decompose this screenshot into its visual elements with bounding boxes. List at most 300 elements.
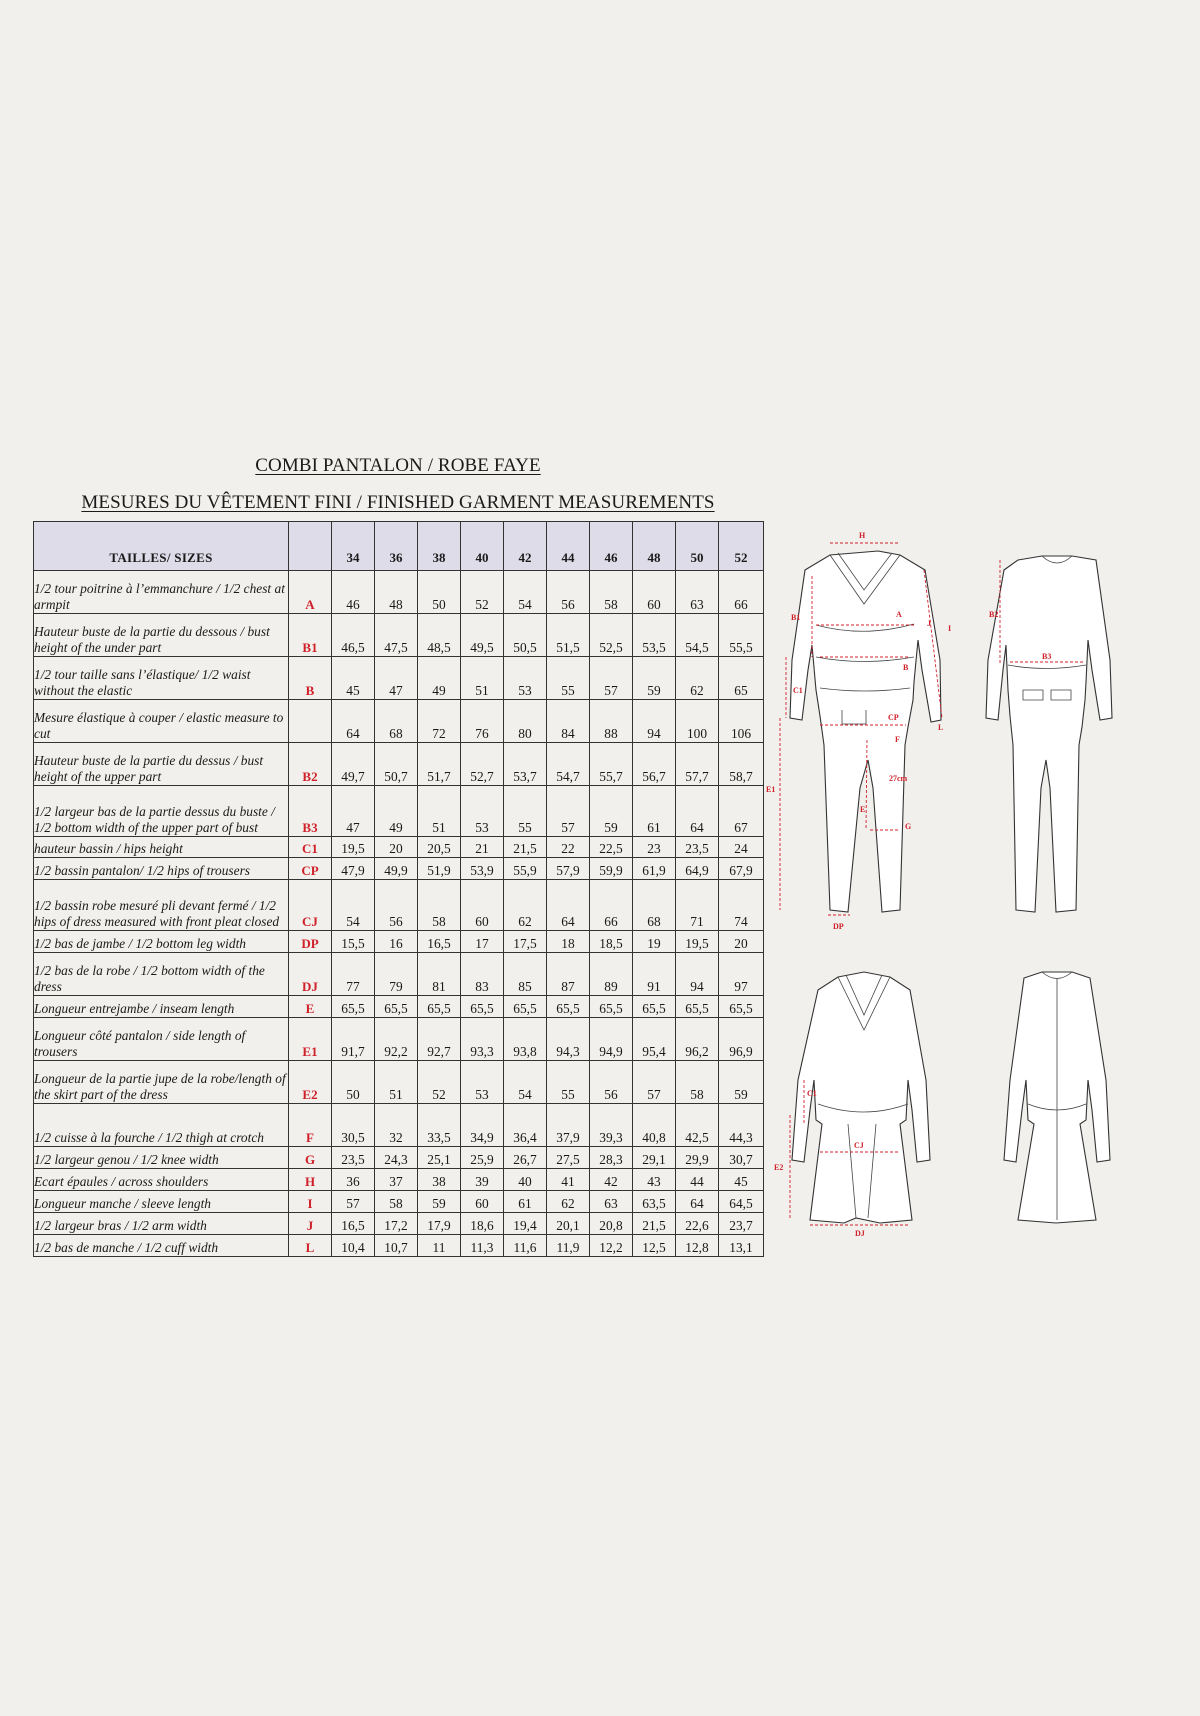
label-e1: E1 bbox=[766, 785, 776, 794]
measurement-value: 65,5 bbox=[332, 996, 375, 1018]
table-row bbox=[34, 1235, 764, 1257]
measurement-value: 59 bbox=[633, 657, 676, 700]
table-row bbox=[34, 657, 764, 700]
measurement-value: 40 bbox=[504, 1169, 547, 1191]
measurement-value: 74 bbox=[719, 880, 764, 931]
measurement-value: 67,9 bbox=[719, 858, 764, 880]
measurement-value: 67 bbox=[719, 786, 764, 837]
measurement-value: 25,1 bbox=[418, 1147, 461, 1169]
measurement-value: 50,5 bbox=[504, 614, 547, 657]
measurement-value: 11 bbox=[418, 1235, 461, 1257]
measurement-value: 52,5 bbox=[590, 614, 633, 657]
measurement-label: 1/2 bas de la robe / 1/2 bottom width of the dress bbox=[34, 953, 289, 996]
size-header-36: 36 bbox=[375, 522, 418, 571]
label-i: I bbox=[948, 624, 952, 633]
measurement-value: 21,5 bbox=[633, 1213, 676, 1235]
measurement-value: 63 bbox=[676, 571, 719, 614]
measurement-value: 65,5 bbox=[633, 996, 676, 1018]
measurement-value: 79 bbox=[375, 953, 418, 996]
measurement-value: 94 bbox=[633, 700, 676, 743]
measurement-value: 51,7 bbox=[418, 743, 461, 786]
measurement-value: 33,5 bbox=[418, 1104, 461, 1147]
measurement-value: 61 bbox=[504, 1191, 547, 1213]
measurement-value: 47 bbox=[375, 657, 418, 700]
measurement-value: 18,5 bbox=[590, 931, 633, 953]
measurement-value: 91,7 bbox=[332, 1018, 375, 1061]
measurement-value: 60 bbox=[461, 1191, 504, 1213]
measurement-code: CJ bbox=[289, 880, 332, 931]
technical-flats bbox=[760, 520, 1200, 1240]
table-row bbox=[34, 1018, 764, 1061]
measurement-value: 80 bbox=[504, 700, 547, 743]
measurement-value: 40,8 bbox=[633, 1104, 676, 1147]
measurement-code: E2 bbox=[289, 1061, 332, 1104]
measurement-value: 32 bbox=[375, 1104, 418, 1147]
measurement-value: 30,5 bbox=[332, 1104, 375, 1147]
measurement-value: 55 bbox=[547, 1061, 590, 1104]
table-row bbox=[34, 1191, 764, 1213]
measurement-value: 52 bbox=[461, 571, 504, 614]
measurement-value: 93,3 bbox=[461, 1018, 504, 1061]
measurement-value: 47 bbox=[332, 786, 375, 837]
measurement-value: 57 bbox=[633, 1061, 676, 1104]
measurement-value: 57,9 bbox=[547, 858, 590, 880]
measurement-value: 20 bbox=[375, 837, 418, 858]
measurement-value: 54 bbox=[332, 880, 375, 931]
table-row bbox=[34, 614, 764, 657]
label-l: L bbox=[938, 723, 944, 732]
size-header-48: 48 bbox=[633, 522, 676, 571]
measurement-value: 20,5 bbox=[418, 837, 461, 858]
table-row bbox=[34, 1104, 764, 1147]
measurement-code: E bbox=[289, 996, 332, 1018]
measurement-value: 53,9 bbox=[461, 858, 504, 880]
measurement-code bbox=[289, 700, 332, 743]
measurement-value: 51,9 bbox=[418, 858, 461, 880]
measurement-value: 58,7 bbox=[719, 743, 764, 786]
size-header-42: 42 bbox=[504, 522, 547, 571]
measurement-value: 10,4 bbox=[332, 1235, 375, 1257]
measurement-value: 45 bbox=[332, 657, 375, 700]
table-row bbox=[34, 837, 764, 858]
measurement-value: 77 bbox=[332, 953, 375, 996]
measurement-code: A bbox=[289, 571, 332, 614]
dress-front-drawing bbox=[774, 972, 930, 1238]
measurement-value: 12,2 bbox=[590, 1235, 633, 1257]
measurement-value: 66 bbox=[590, 880, 633, 931]
measurement-value: 26,7 bbox=[504, 1147, 547, 1169]
measurement-value: 50,7 bbox=[375, 743, 418, 786]
measurement-value: 84 bbox=[547, 700, 590, 743]
measurement-value: 94 bbox=[676, 953, 719, 996]
label-g: G bbox=[905, 822, 912, 831]
measurement-value: 47,5 bbox=[375, 614, 418, 657]
measurement-value: 58 bbox=[375, 1191, 418, 1213]
measurement-value: 17,2 bbox=[375, 1213, 418, 1235]
measurement-value: 23,5 bbox=[676, 837, 719, 858]
measurement-value: 68 bbox=[375, 700, 418, 743]
measurement-value: 22,6 bbox=[676, 1213, 719, 1235]
table-row bbox=[34, 786, 764, 837]
table-row bbox=[34, 880, 764, 931]
measurement-value: 63 bbox=[590, 1191, 633, 1213]
label-dp: DP bbox=[833, 922, 844, 931]
measurement-value: 93,8 bbox=[504, 1018, 547, 1061]
measurement-value: 17,5 bbox=[504, 931, 547, 953]
garment-drawings bbox=[760, 520, 1200, 1240]
measurement-value: 23,7 bbox=[719, 1213, 764, 1235]
measurement-value: 55,7 bbox=[590, 743, 633, 786]
measurement-value: 56 bbox=[590, 1061, 633, 1104]
measurement-value: 81 bbox=[418, 953, 461, 996]
measurement-value: 46 bbox=[332, 571, 375, 614]
measurement-code: H bbox=[289, 1169, 332, 1191]
size-header-38: 38 bbox=[418, 522, 461, 571]
measurement-value: 54 bbox=[504, 571, 547, 614]
label-knee-27cm: 27cm bbox=[889, 774, 908, 783]
measurement-value: 51 bbox=[375, 1061, 418, 1104]
measurement-label: hauteur bassin / hips height bbox=[34, 837, 289, 858]
measurement-value: 66 bbox=[719, 571, 764, 614]
measurement-value: 53 bbox=[461, 1061, 504, 1104]
table-row bbox=[34, 996, 764, 1018]
measurement-value: 52,7 bbox=[461, 743, 504, 786]
measurement-value: 64 bbox=[676, 786, 719, 837]
measurement-value: 57,7 bbox=[676, 743, 719, 786]
measurement-value: 64 bbox=[547, 880, 590, 931]
measurement-value: 97 bbox=[719, 953, 764, 996]
measurement-value: 16,5 bbox=[418, 931, 461, 953]
measurement-value: 51 bbox=[418, 786, 461, 837]
measurement-value: 63,5 bbox=[633, 1191, 676, 1213]
measurement-value: 56 bbox=[375, 880, 418, 931]
measurement-value: 23,5 bbox=[332, 1147, 375, 1169]
measurement-value: 44 bbox=[676, 1169, 719, 1191]
measurement-value: 18,6 bbox=[461, 1213, 504, 1235]
measurement-value: 71 bbox=[676, 880, 719, 931]
measurement-value: 106 bbox=[719, 700, 764, 743]
measurement-value: 58 bbox=[590, 571, 633, 614]
size-header-50: 50 bbox=[676, 522, 719, 571]
measurement-code: J bbox=[289, 1213, 332, 1235]
measurement-label: 1/2 largeur bras / 1/2 arm width bbox=[34, 1213, 289, 1235]
measurement-value: 36,4 bbox=[504, 1104, 547, 1147]
measurement-value: 16 bbox=[375, 931, 418, 953]
measurement-value: 65,5 bbox=[719, 996, 764, 1018]
label-e: E bbox=[860, 805, 866, 814]
measurement-value: 85 bbox=[504, 953, 547, 996]
table-row bbox=[34, 953, 764, 996]
measurement-value: 56,7 bbox=[633, 743, 676, 786]
measurement-code: B1 bbox=[289, 614, 332, 657]
measurement-value: 46,5 bbox=[332, 614, 375, 657]
measurement-value: 61 bbox=[633, 786, 676, 837]
measurement-value: 20,8 bbox=[590, 1213, 633, 1235]
measurement-value: 12,8 bbox=[676, 1235, 719, 1257]
measurement-value: 53 bbox=[461, 786, 504, 837]
table-row bbox=[34, 1169, 764, 1191]
measurement-code: B3 bbox=[289, 786, 332, 837]
measurement-value: 49,5 bbox=[461, 614, 504, 657]
measurement-label: Ecart épaules / across shoulders bbox=[34, 1169, 289, 1191]
measurement-value: 19,4 bbox=[504, 1213, 547, 1235]
measurement-value: 65,5 bbox=[461, 996, 504, 1018]
measurement-value: 51 bbox=[461, 657, 504, 700]
label-b1: B1 bbox=[791, 613, 801, 622]
measurement-value: 11,3 bbox=[461, 1235, 504, 1257]
measurement-value: 65,5 bbox=[547, 996, 590, 1018]
measurement-value: 53,5 bbox=[633, 614, 676, 657]
measurement-value: 62 bbox=[547, 1191, 590, 1213]
label-e2: E2 bbox=[774, 1163, 784, 1172]
measurement-value: 42,5 bbox=[676, 1104, 719, 1147]
measurement-value: 59,9 bbox=[590, 858, 633, 880]
measurement-value: 58 bbox=[418, 880, 461, 931]
table-header-row bbox=[34, 522, 764, 571]
measurement-value: 54,7 bbox=[547, 743, 590, 786]
measurement-value: 65 bbox=[719, 657, 764, 700]
measurement-value: 94,3 bbox=[547, 1018, 590, 1061]
table-row bbox=[34, 1213, 764, 1235]
measurement-value: 54,5 bbox=[676, 614, 719, 657]
measurement-label: Longueur de la partie jupe de la robe/length of the skirt part of the dress bbox=[34, 1061, 289, 1104]
measurement-value: 39,3 bbox=[590, 1104, 633, 1147]
size-chart-table bbox=[33, 521, 764, 1257]
measurement-value: 36 bbox=[332, 1169, 375, 1191]
measurement-value: 57 bbox=[590, 657, 633, 700]
measurement-value: 27,5 bbox=[547, 1147, 590, 1169]
measurement-label: 1/2 tour poitrine à l’emmanchure / 1/2 chest at armpit bbox=[34, 571, 289, 614]
measurement-value: 20 bbox=[719, 931, 764, 953]
size-header-46: 46 bbox=[590, 522, 633, 571]
jumpsuit-back-drawing bbox=[986, 556, 1112, 912]
measurement-code: B2 bbox=[289, 743, 332, 786]
measurement-value: 61,9 bbox=[633, 858, 676, 880]
measurement-value: 21,5 bbox=[504, 837, 547, 858]
measurement-value: 65,5 bbox=[590, 996, 633, 1018]
measurement-value: 38 bbox=[418, 1169, 461, 1191]
size-header-44: 44 bbox=[547, 522, 590, 571]
table-row bbox=[34, 931, 764, 953]
measurement-value: 55 bbox=[504, 786, 547, 837]
measurement-code: F bbox=[289, 1104, 332, 1147]
measurement-code: B bbox=[289, 657, 332, 700]
measurement-value: 50 bbox=[332, 1061, 375, 1104]
measurement-value: 92,2 bbox=[375, 1018, 418, 1061]
measurement-label: 1/2 cuisse à la fourche / 1/2 thigh at crotch bbox=[34, 1104, 289, 1147]
measurement-value: 17 bbox=[461, 931, 504, 953]
label-cj: CJ bbox=[854, 1141, 864, 1150]
measurement-value: 37,9 bbox=[547, 1104, 590, 1147]
measurement-value: 11,9 bbox=[547, 1235, 590, 1257]
measurement-value: 49 bbox=[375, 786, 418, 837]
measurement-label: 1/2 tour taille sans l’élastique/ 1/2 waist without the elastic bbox=[34, 657, 289, 700]
measurement-value: 57 bbox=[332, 1191, 375, 1213]
label-dj: DJ bbox=[855, 1229, 865, 1238]
measurement-value: 23 bbox=[633, 837, 676, 858]
measurement-value: 43 bbox=[633, 1169, 676, 1191]
measurement-value: 13,1 bbox=[719, 1235, 764, 1257]
measurement-value: 53,7 bbox=[504, 743, 547, 786]
measurements-title: MESURES DU VÊTEMENT FINI / FINISHED GARMENT MEASUREMENTS bbox=[81, 492, 715, 513]
measurement-label: 1/2 largeur genou / 1/2 knee width bbox=[34, 1147, 289, 1169]
measurement-value: 65,5 bbox=[676, 996, 719, 1018]
label-b3: B3 bbox=[1042, 652, 1052, 661]
table-row bbox=[34, 700, 764, 743]
title-block bbox=[33, 452, 763, 517]
label-h: H bbox=[859, 531, 866, 540]
measurement-value: 50 bbox=[418, 571, 461, 614]
table-row bbox=[34, 1147, 764, 1169]
measurement-value: 96,2 bbox=[676, 1018, 719, 1061]
measurement-code: DP bbox=[289, 931, 332, 953]
measurement-value: 55,9 bbox=[504, 858, 547, 880]
measurement-value: 53 bbox=[504, 657, 547, 700]
label-a: A bbox=[896, 610, 902, 619]
measurement-value: 16,5 bbox=[332, 1213, 375, 1235]
measurement-code: E1 bbox=[289, 1018, 332, 1061]
table-row bbox=[34, 1061, 764, 1104]
sizes-header: TAILLES/ SIZES bbox=[34, 522, 289, 571]
measurement-value: 37 bbox=[375, 1169, 418, 1191]
measurement-value: 47,9 bbox=[332, 858, 375, 880]
measurement-code: CP bbox=[289, 858, 332, 880]
measurement-value: 96,9 bbox=[719, 1018, 764, 1061]
measurement-value: 58 bbox=[676, 1061, 719, 1104]
measurement-value: 49 bbox=[418, 657, 461, 700]
measurement-value: 24 bbox=[719, 837, 764, 858]
measurement-label: 1/2 largeur bas de la partie dessus du buste / 1/2 bottom width of the upper part of bust bbox=[34, 786, 289, 837]
measurement-value: 89 bbox=[590, 953, 633, 996]
label-j: J bbox=[927, 619, 931, 628]
measurement-label: 1/2 bas de jambe / 1/2 bottom leg width bbox=[34, 931, 289, 953]
table-row bbox=[34, 858, 764, 880]
measurement-code: I bbox=[289, 1191, 332, 1213]
measurement-value: 22 bbox=[547, 837, 590, 858]
measurement-value: 34,9 bbox=[461, 1104, 504, 1147]
measurement-value: 59 bbox=[418, 1191, 461, 1213]
code-header bbox=[289, 522, 332, 571]
label-b2: B2 bbox=[989, 610, 999, 619]
measurement-value: 59 bbox=[719, 1061, 764, 1104]
measurement-value: 60 bbox=[461, 880, 504, 931]
measurement-value: 92,7 bbox=[418, 1018, 461, 1061]
measurement-value: 59 bbox=[590, 786, 633, 837]
measurement-value: 94,9 bbox=[590, 1018, 633, 1061]
measurement-label: Longueur manche / sleeve length bbox=[34, 1191, 289, 1213]
measurement-label: Mesure élastique à couper / elastic measure to cut bbox=[34, 700, 289, 743]
measurement-value: 39 bbox=[461, 1169, 504, 1191]
size-header-40: 40 bbox=[461, 522, 504, 571]
measurement-value: 30,7 bbox=[719, 1147, 764, 1169]
measurement-value: 64,5 bbox=[719, 1191, 764, 1213]
measurement-label: 1/2 bas de manche / 1/2 cuff width bbox=[34, 1235, 289, 1257]
measurement-value: 17,9 bbox=[418, 1213, 461, 1235]
label-f: F bbox=[895, 735, 900, 744]
measurement-value: 29,9 bbox=[676, 1147, 719, 1169]
pattern-title: COMBI PANTALON / ROBE FAYE bbox=[255, 455, 541, 476]
jumpsuit-front-drawing bbox=[766, 531, 951, 931]
measurement-label: Hauteur buste de la partie du dessus / bust height of the upper part bbox=[34, 743, 289, 786]
measurement-value: 95,4 bbox=[633, 1018, 676, 1061]
measurement-value: 57 bbox=[547, 786, 590, 837]
measurement-value: 55 bbox=[547, 657, 590, 700]
measurement-value: 83 bbox=[461, 953, 504, 996]
measurement-value: 20,1 bbox=[547, 1213, 590, 1235]
measurement-value: 24,3 bbox=[375, 1147, 418, 1169]
measurement-value: 25,9 bbox=[461, 1147, 504, 1169]
measurement-code: L bbox=[289, 1235, 332, 1257]
measurement-value: 44,3 bbox=[719, 1104, 764, 1147]
measurement-value: 28,3 bbox=[590, 1147, 633, 1169]
label-c1: C1 bbox=[793, 686, 803, 695]
measurement-value: 51,5 bbox=[547, 614, 590, 657]
measurement-value: 29,1 bbox=[633, 1147, 676, 1169]
measurement-value: 49,9 bbox=[375, 858, 418, 880]
measurement-value: 100 bbox=[676, 700, 719, 743]
measurement-value: 65,5 bbox=[418, 996, 461, 1018]
measurement-code: DJ bbox=[289, 953, 332, 996]
measurement-value: 11,6 bbox=[504, 1235, 547, 1257]
label-c1-dress: C1 bbox=[807, 1089, 817, 1098]
measurement-value: 52 bbox=[418, 1061, 461, 1104]
measurement-value: 48,5 bbox=[418, 614, 461, 657]
measurement-value: 18 bbox=[547, 931, 590, 953]
measurement-value: 65,5 bbox=[375, 996, 418, 1018]
label-cp: CP bbox=[888, 713, 899, 722]
measurement-value: 72 bbox=[418, 700, 461, 743]
measurement-label: 1/2 bassin pantalon/ 1/2 hips of trousers bbox=[34, 858, 289, 880]
measurement-value: 54 bbox=[504, 1061, 547, 1104]
table-row bbox=[34, 571, 764, 614]
measurement-value: 68 bbox=[633, 880, 676, 931]
measurement-value: 62 bbox=[676, 657, 719, 700]
measurement-value: 19,5 bbox=[676, 931, 719, 953]
size-header-34: 34 bbox=[332, 522, 375, 571]
measurement-label: 1/2 bassin robe mesuré pli devant fermé / 1/2 hips of dress measured with front pleat closed bbox=[34, 880, 289, 931]
measurement-value: 42 bbox=[590, 1169, 633, 1191]
measurement-value: 22,5 bbox=[590, 837, 633, 858]
measurement-value: 12,5 bbox=[633, 1235, 676, 1257]
measurement-value: 19,5 bbox=[332, 837, 375, 858]
dress-back-drawing bbox=[1004, 972, 1110, 1223]
table-row bbox=[34, 743, 764, 786]
measurement-label: Hauteur buste de la partie du dessous / bust height of the under part bbox=[34, 614, 289, 657]
measurement-value: 10,7 bbox=[375, 1235, 418, 1257]
measurement-label: Longueur entrejambe / inseam length bbox=[34, 996, 289, 1018]
measurement-code: G bbox=[289, 1147, 332, 1169]
measurement-value: 64,9 bbox=[676, 858, 719, 880]
size-header-52: 52 bbox=[719, 522, 764, 571]
measurement-value: 64 bbox=[676, 1191, 719, 1213]
measurement-code: C1 bbox=[289, 837, 332, 858]
measurement-value: 65,5 bbox=[504, 996, 547, 1018]
measurement-value: 91 bbox=[633, 953, 676, 996]
measurement-value: 60 bbox=[633, 571, 676, 614]
measurement-value: 19 bbox=[633, 931, 676, 953]
measurement-value: 62 bbox=[504, 880, 547, 931]
measurement-value: 64 bbox=[332, 700, 375, 743]
measurement-label: Longueur côté pantalon / side length of trousers bbox=[34, 1018, 289, 1061]
measurement-value: 45 bbox=[719, 1169, 764, 1191]
measurement-value: 15,5 bbox=[332, 931, 375, 953]
measurement-value: 55,5 bbox=[719, 614, 764, 657]
measurement-value: 41 bbox=[547, 1169, 590, 1191]
measurement-value: 49,7 bbox=[332, 743, 375, 786]
measurement-value: 76 bbox=[461, 700, 504, 743]
measurement-value: 88 bbox=[590, 700, 633, 743]
measurement-value: 87 bbox=[547, 953, 590, 996]
